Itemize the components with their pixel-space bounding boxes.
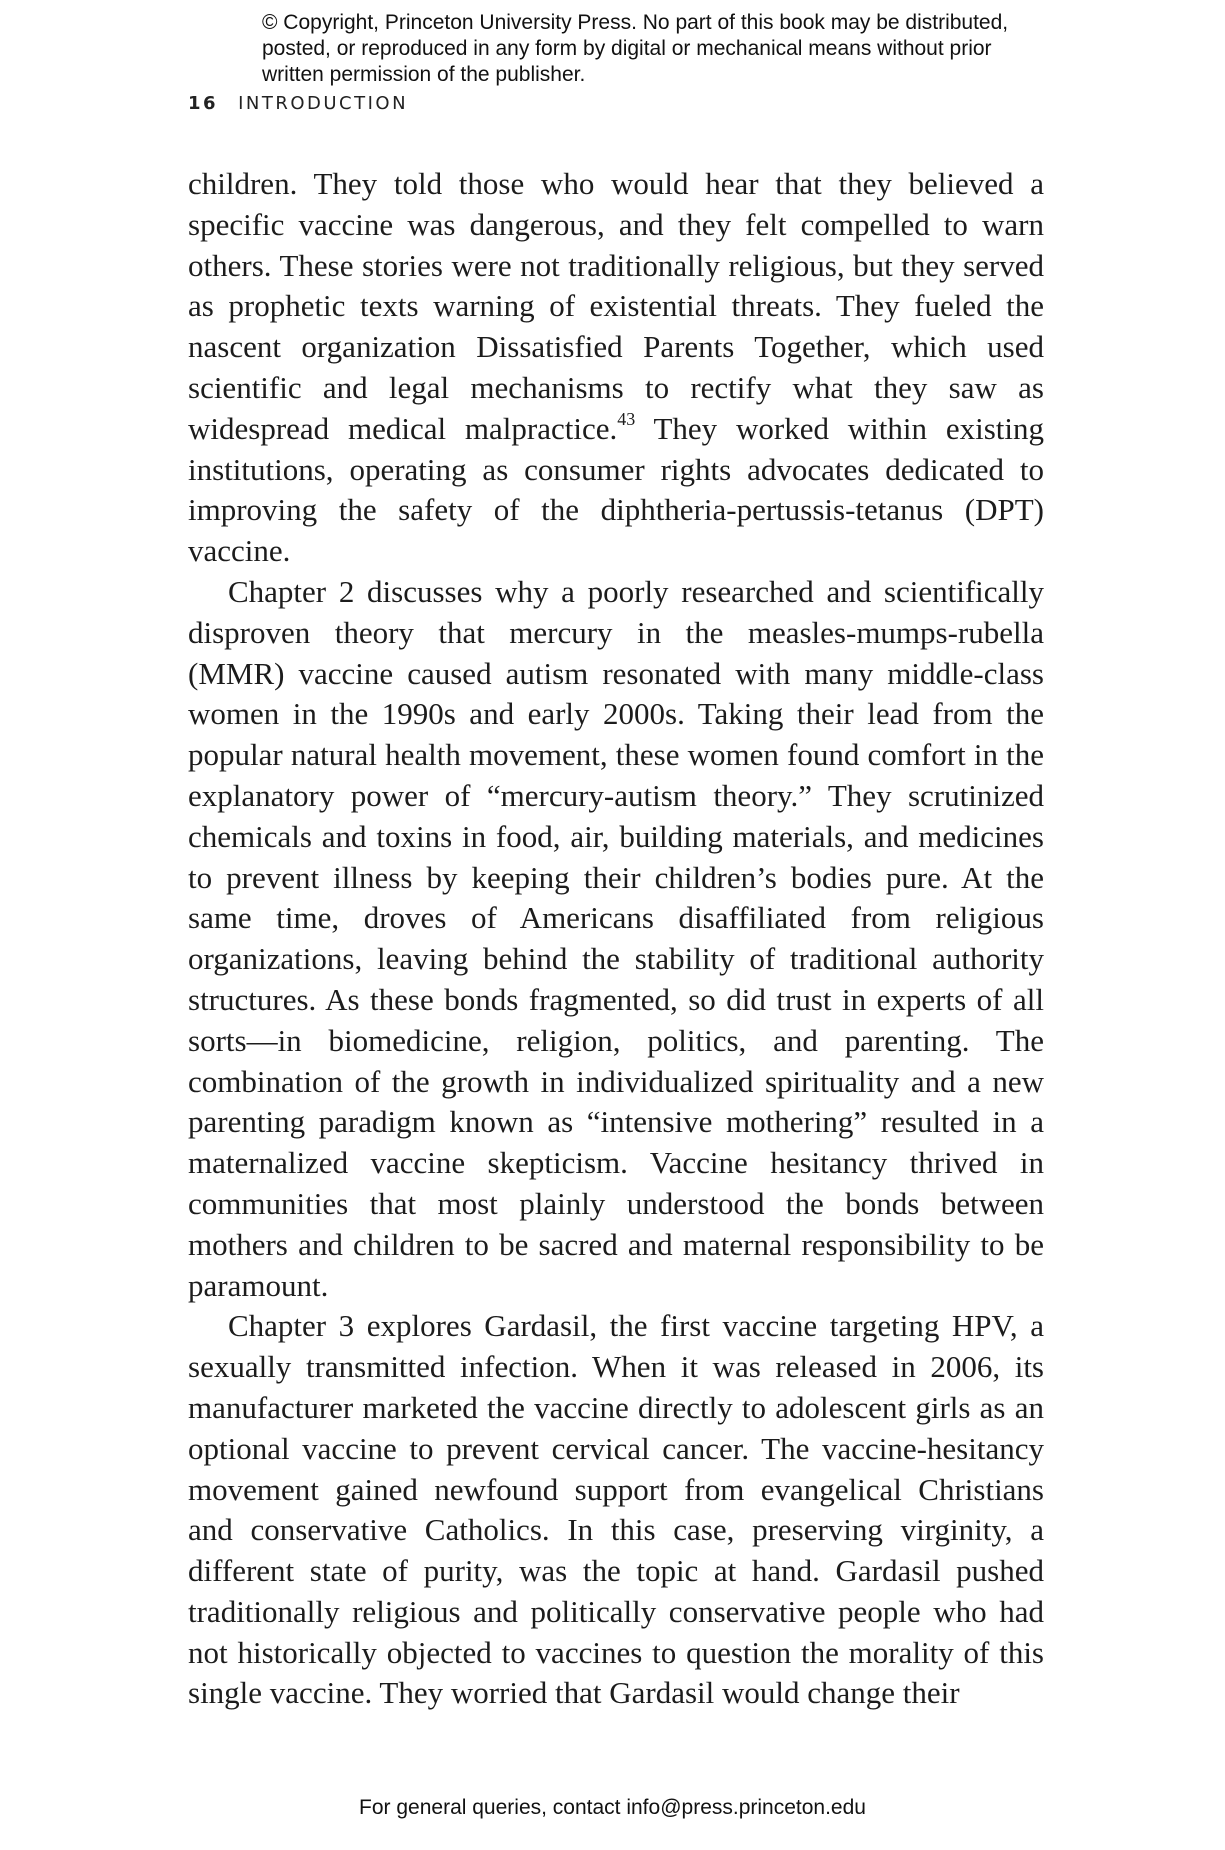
page-number: 16 bbox=[188, 93, 219, 114]
footnote-marker: 43 bbox=[617, 408, 636, 429]
paragraph-2: Chapter 2 discusses why a poorly researched and scientifically disproven theory that mercury in the measles-mumps-rubella (MMR) vaccine caused autism resonated with many middle-class women in the 1990s and early 2000s. Taking their lead from the popular natural health movement, these women found comfort in the explanatory power of “mercury-autism theory.” They scrutinized chemicals and toxins in food, air, building materials, and medicines to prevent illness by keeping their children’s bodies pure. At the same time, droves of Americans disaffiliated from religious organizations, leaving behind the stability of traditional authority structures. As these bonds fragmented, so did trust in experts of all sorts—in biomedicine, religion, politics, and parenting. The combination of the growth in individualized spirituality and a new parenting paradigm known as “intensive mothering” resulted in a maternalized vaccine skepticism. Vaccine hesitancy thrived in communities that most plainly understood the bonds between mothers and children to be sacred and maternal responsibility to be paramount. bbox=[188, 573, 1044, 1303]
section-title: INTRODUCTION bbox=[238, 93, 409, 114]
copyright-notice: © Copyright, Princeton University Press. No part of this book may be distributed, posted, or reproduced in any form by digital or mechanical means without prior written permission of the publisher. bbox=[262, 11, 1009, 86]
paragraph-3: Chapter 3 explores Gardasil, the first vaccine targeting HPV, a sexually transmitted infection. When it was released in 2006, its manufacturer marketed the vaccine directly to adolescent girls as an optional vaccine to prevent cervical cancer. The vaccine-hesitancy movement gained newfound support from evangelical Christians and conservative Catholics. In this case, preserving virginity, a different state of purity, was the topic at hand. Gardasil pushed traditionally religious and politically conservative people who had not historically objected to vaccines to question the morality of this single vaccine. They worried that Gardasil would change their bbox=[188, 1308, 1044, 1711]
body-text bbox=[188, 164, 1044, 1714]
running-head bbox=[188, 93, 408, 114]
paragraph-1 bbox=[188, 164, 1044, 572]
footer-contact: For general queries, contact info@press.princeton.edu bbox=[359, 1796, 866, 1819]
paragraph-1-text: children. They told those who would hear that they believed a specific vaccine was dangerous, and they felt compelled to warn others. These stories were not traditionally religious, but they served as prophetic texts warning of existential threats. They fueled the nascent organization Dissatisfied Parents Together, which used scientific and legal mechanisms to rectify what they saw as widespread medical malpractice. bbox=[188, 166, 1044, 446]
paragraph-1-continuation: They worked within existing institutions, operating as consumer rights advocates dedicated to improving the safety of the diphtheria-pertussis-tetanus (DPT) vaccine. bbox=[188, 410, 1044, 569]
